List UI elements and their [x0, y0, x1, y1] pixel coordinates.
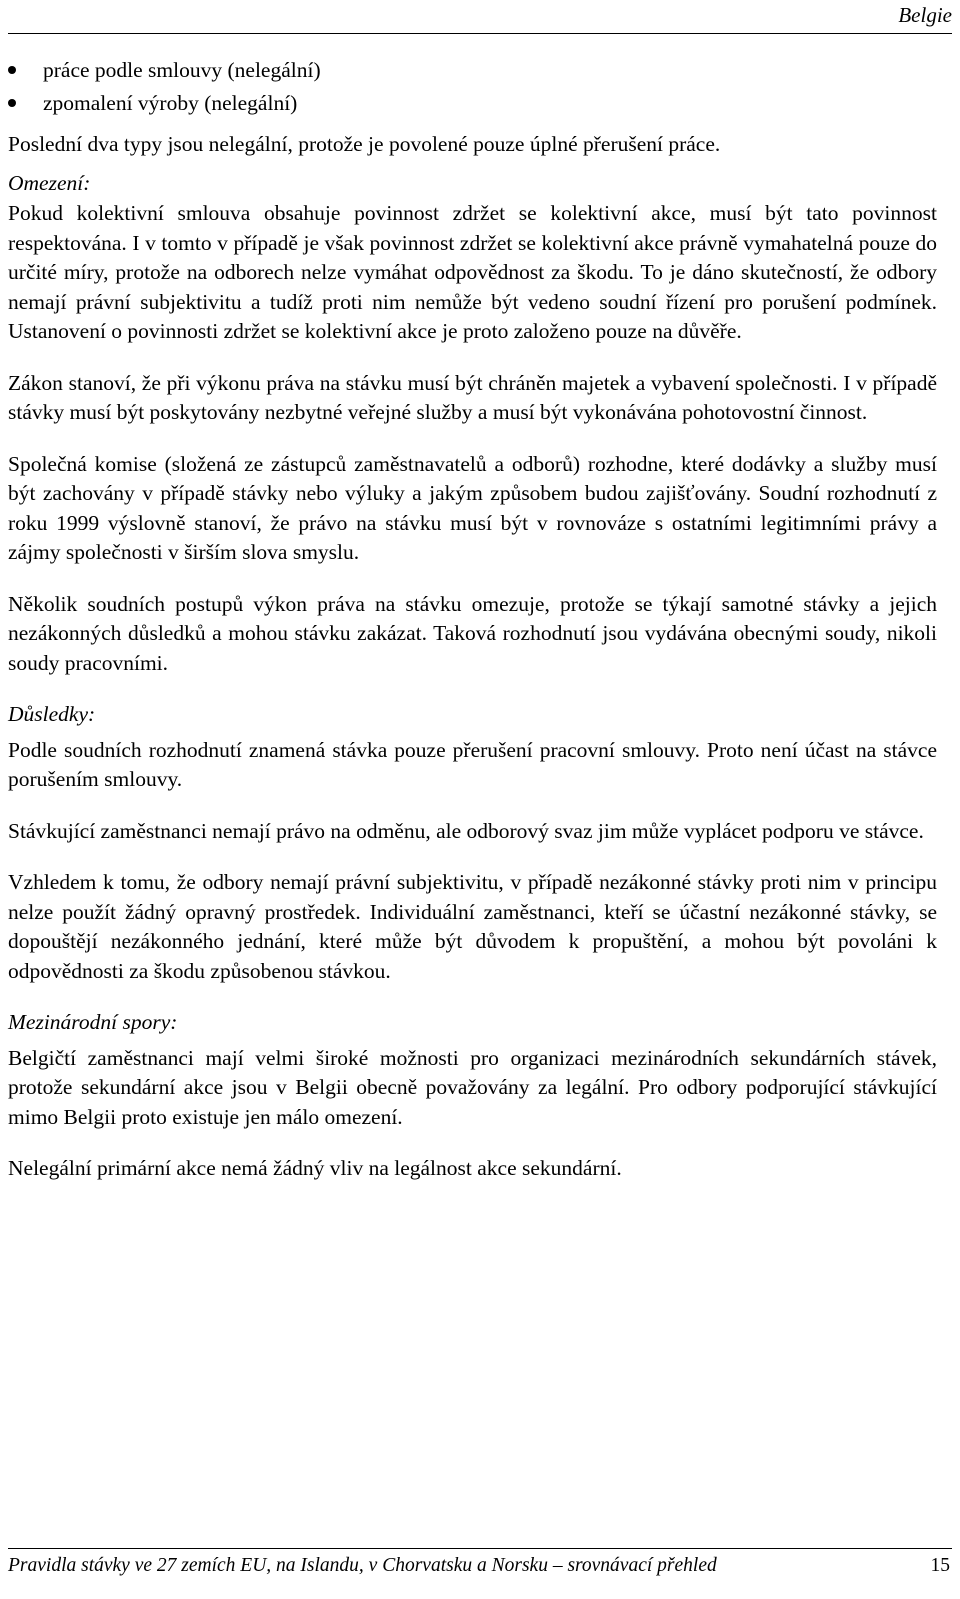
footer-title: Pravidla stávky ve 27 zemích EU, na Islandu, v Chorvatsku a Norsku – srovnávací přehled	[8, 1555, 717, 1576]
page-content	[8, 54, 937, 1184]
section-heading-omezeni: Omezení:	[8, 170, 91, 195]
paragraph: Pokud kolektivní smlouva obsahuje povinnost zdržet se kolektivní akce, musí být tato povinnost respektována. I v tomto v případě je však povinnost zdržet se kolektivní akce právně vymahatelná pouze do určité míry, protože na odborech nelze vymáhat odpovědnost za škodu. To je dáno skutečností, že odbory nemají právní subjektivitu a tudíž proti nim nemůže být vedeno soudní řízení pro porušení podmínek. Ustanovení o povinnosti zdržet se kolektivní akce je proto založeno pouze na důvěře.	[8, 201, 937, 343]
section-heading-mezinarodni: Mezinárodní spory:	[8, 1010, 178, 1034]
paragraph: Několik soudních postupů výkon práva na stávku omezuje, protože se týkají samotné stávky a jejich nezákonných důsledků a mohou stávku zakázat. Taková rozhodnutí jsou vydávána obecnými soudy, nikoli soudy pracovními.	[8, 591, 937, 675]
bullet-icon	[8, 66, 16, 74]
paragraph: Belgičtí zaměstnanci mají velmi široké možnosti pro organizaci mezinárodních sekundárních stávek, protože sekundární akce jsou v Belgii obecně považovány za legální. Pro odbory podporující stávkující mimo Belgii proto existuje jen málo omezení.	[8, 1045, 937, 1129]
page-header	[8, 0, 952, 34]
paragraph: Poslední dva typy jsou nelegální, protože je povolené pouze úplné přerušení práce.	[8, 132, 721, 156]
list-item-text: práce podle smlouvy (nelegální)	[43, 58, 321, 82]
paragraph: Stávkující zaměstnanci nemají právo na odměnu, ale odborový svaz jim může vyplácet podporu ve stávce.	[8, 818, 924, 843]
bullet-list	[8, 54, 937, 120]
header-country: Belgie	[898, 3, 952, 27]
list-item	[8, 87, 937, 120]
list-item	[8, 54, 937, 87]
section-heading-dusledky: Důsledky:	[8, 702, 96, 726]
paragraph: Společná komise (složená ze zástupců zaměstnavatelů a odborů) rozhodne, které dodávky a služby musí být zachovány v případě stávky nebo výluky a jakým způsobem budou zajišťovány. Soudní rozhodnutí z roku 1999 výslovně stanoví, že právo na stávku musí být v rovnováze s ostatními legitimními právy a zájmy společnosti v širším slova smyslu.	[8, 451, 937, 564]
paragraph: Nelegální primární akce nemá žádný vliv na legálnost akce sekundární.	[8, 1156, 622, 1180]
paragraph: Zákon stanoví, že při výkonu práva na stávku musí být chráněn majetek a vybavení společnosti. I v případě stávky musí být poskytovány nezbytné veřejné služby a musí být vykonávána pohotovostní činnost.	[8, 370, 937, 424]
page-number: 15	[930, 1555, 950, 1576]
list-item-text: zpomalení výroby (nelegální)	[43, 91, 298, 115]
page-footer	[8, 1548, 952, 1580]
paragraph: Vzhledem k tomu, že odbory nemají právní subjektivitu, v případě nezákonné stávky proti nim v principu nelze použít žádný opravný prostředek. Individuální zaměstnanci, kteří se účastní nezákonné stávky, se dopouštějí nezákonného jednání, které může být důvodem k propuštění, a mohou být povoláni k odpovědnosti za škodu způsobenou stávkou.	[8, 870, 937, 983]
paragraph: Podle soudních rozhodnutí znamená stávka pouze přerušení pracovní smlouvy. Proto není účast na stávce porušením smlouvy.	[8, 737, 937, 791]
bullet-icon	[8, 99, 16, 107]
